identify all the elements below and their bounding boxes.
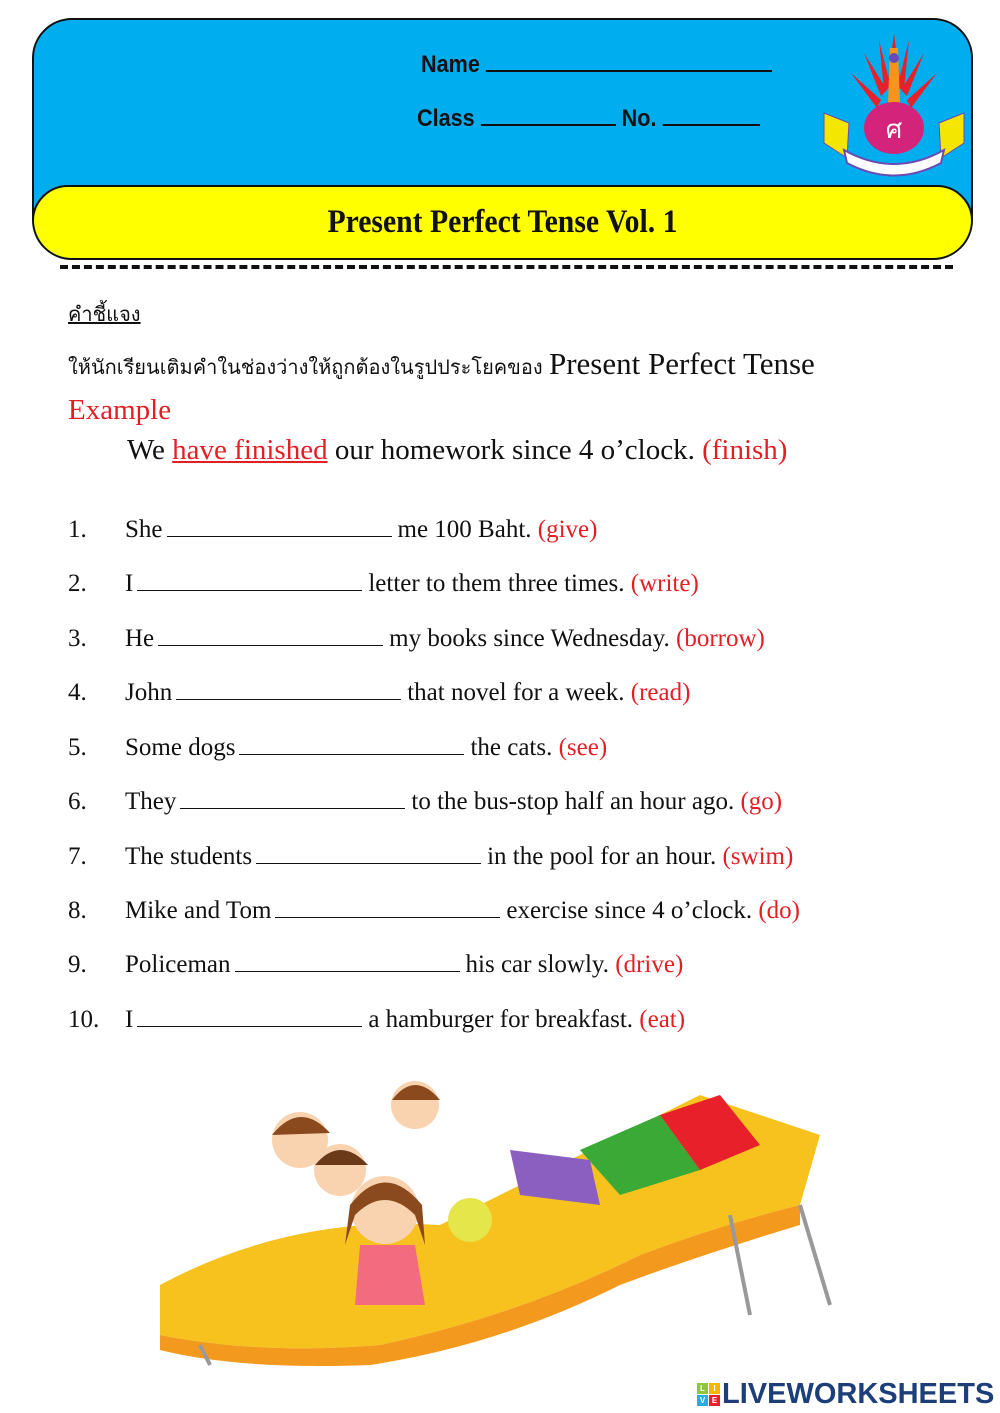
exercise-number: 2. bbox=[68, 570, 87, 597]
name-field bbox=[421, 50, 772, 79]
exercise-text-after: the cats. bbox=[470, 734, 553, 761]
exercise-text-after: my books since Wednesday. bbox=[389, 625, 670, 652]
exercise-item bbox=[68, 568, 699, 598]
example-before: We bbox=[127, 434, 165, 466]
exercise-item bbox=[68, 841, 793, 871]
no-blank[interactable] bbox=[662, 104, 759, 126]
exercise-text-after: that novel for a week. bbox=[407, 679, 625, 706]
answer-blank[interactable] bbox=[167, 514, 392, 537]
exercise-text-before: Policeman bbox=[125, 951, 231, 978]
liveworksheets-brand: LIVEWORKSHEETS bbox=[722, 1378, 995, 1410]
exercise-item bbox=[68, 786, 782, 816]
tile-v: V bbox=[697, 1395, 708, 1406]
answer-blank[interactable] bbox=[176, 677, 401, 700]
answer-blank[interactable] bbox=[137, 1004, 362, 1027]
exercise-number: 9. bbox=[68, 951, 87, 978]
name-blank[interactable] bbox=[486, 50, 772, 72]
class-field bbox=[417, 104, 760, 133]
exercise-text-before: I bbox=[125, 1006, 134, 1033]
exercise-number: 10. bbox=[68, 1006, 100, 1033]
name-label: Name bbox=[421, 51, 480, 78]
verb-hint: (see) bbox=[558, 734, 608, 761]
instructions-heading: คำชี้แจง bbox=[68, 302, 141, 326]
verb-hint: (give) bbox=[537, 516, 598, 543]
exercise-text-before: Some dogs bbox=[125, 734, 236, 761]
exercise-text-before: He bbox=[125, 625, 155, 652]
class-blank[interactable] bbox=[481, 104, 616, 126]
instructions-english: Present Perfect Tense bbox=[548, 346, 815, 381]
exercise-text-after: exercise since 4 o’clock. bbox=[506, 897, 753, 924]
exercise-number: 4. bbox=[68, 679, 87, 706]
exercise-text-after: his car slowly. bbox=[465, 951, 610, 978]
worksheet-title: Present Perfect Tense Vol. 1 bbox=[327, 204, 678, 240]
liveworksheets-tiles-icon bbox=[697, 1383, 720, 1406]
verb-hint: (go) bbox=[740, 788, 783, 815]
exercise-text-before: Mike and Tom bbox=[125, 897, 272, 924]
school-logo-icon bbox=[819, 28, 969, 178]
exercise-item bbox=[68, 895, 800, 925]
answer-blank[interactable] bbox=[275, 895, 500, 918]
verb-hint: (swim) bbox=[722, 843, 794, 870]
children-on-slide-illustration bbox=[140, 1055, 840, 1375]
dashed-divider bbox=[60, 265, 953, 269]
exercise-number: 6. bbox=[68, 788, 87, 815]
tile-i: I bbox=[709, 1383, 720, 1394]
exercise-number: 7. bbox=[68, 843, 87, 870]
answer-blank[interactable] bbox=[239, 732, 464, 755]
no-label: No. bbox=[621, 105, 657, 132]
liveworksheets-logo bbox=[697, 1378, 994, 1411]
exercise-number: 3. bbox=[68, 625, 87, 652]
example-hint: (finish) bbox=[702, 434, 788, 466]
verb-hint: (drive) bbox=[615, 951, 684, 978]
exercise-text-before: John bbox=[125, 679, 173, 706]
tile-l: L bbox=[697, 1383, 708, 1394]
verb-hint: (read) bbox=[630, 679, 691, 706]
exercise-item bbox=[68, 732, 607, 762]
exercise-text-after: to the bus-stop half an hour ago. bbox=[411, 788, 735, 815]
header-box bbox=[32, 18, 973, 260]
exercise-item bbox=[68, 949, 683, 979]
instructions-text bbox=[68, 346, 815, 383]
svg-text:ศ: ศ bbox=[885, 115, 903, 145]
example-label: Example bbox=[68, 394, 172, 426]
exercise-text-before: I bbox=[125, 570, 134, 597]
exercise-number: 5. bbox=[68, 734, 87, 761]
verb-hint: (do) bbox=[758, 897, 801, 924]
example-sentence bbox=[127, 434, 787, 467]
exercise-number: 8. bbox=[68, 897, 87, 924]
answer-blank[interactable] bbox=[256, 841, 481, 864]
exercise-text-before: She bbox=[125, 516, 163, 543]
verb-hint: (write) bbox=[630, 570, 699, 597]
verb-hint: (eat) bbox=[639, 1006, 686, 1033]
tile-e: E bbox=[709, 1395, 720, 1406]
answer-blank[interactable] bbox=[180, 786, 405, 809]
exercise-text-after: in the pool for an hour. bbox=[487, 843, 717, 870]
example-after: our homework since 4 o’clock. bbox=[334, 434, 695, 466]
verb-hint: (borrow) bbox=[676, 625, 765, 652]
title-band bbox=[32, 185, 973, 260]
exercise-text-after: me 100 Baht. bbox=[397, 516, 532, 543]
answer-blank[interactable] bbox=[158, 623, 383, 646]
exercise-item bbox=[68, 514, 597, 544]
exercise-text-after: letter to them three times. bbox=[368, 570, 625, 597]
answer-blank[interactable] bbox=[235, 949, 460, 972]
exercise-item bbox=[68, 623, 765, 653]
exercise-text-after: a hamburger for breakfast. bbox=[368, 1006, 634, 1033]
example-answer: have finished bbox=[172, 434, 328, 466]
exercise-text-before: They bbox=[125, 788, 177, 815]
exercise-item bbox=[68, 677, 690, 707]
exercise-number: 1. bbox=[68, 516, 87, 543]
exercise-item bbox=[68, 1004, 685, 1034]
answer-blank[interactable] bbox=[137, 568, 362, 591]
class-label: Class bbox=[417, 105, 475, 132]
exercise-text-before: The students bbox=[125, 843, 253, 870]
instructions-thai: ให้นักเรียนเติมคำในช่องว่างให้ถูกต้องในรูปประโยคของ bbox=[68, 355, 543, 379]
